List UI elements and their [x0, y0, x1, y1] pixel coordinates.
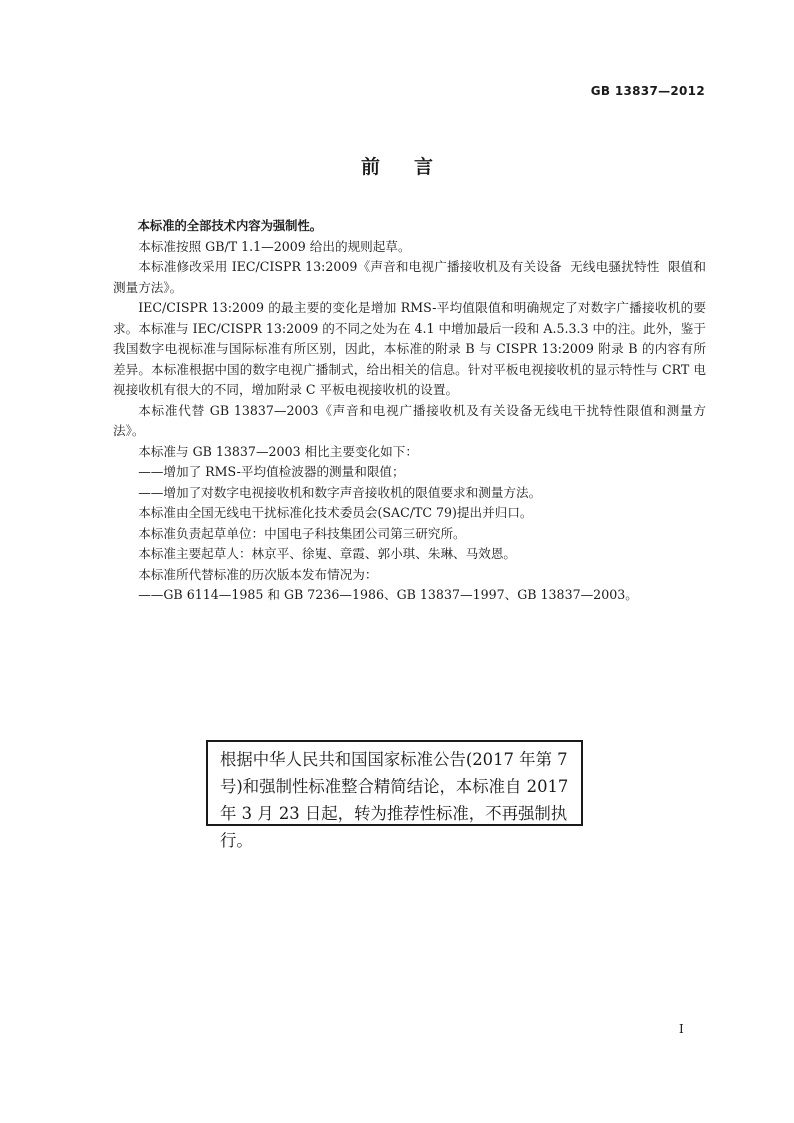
paragraph: 本标准与 GB 13837—2003 相比主要变化如下：: [138, 443, 418, 459]
page-number: I: [679, 1022, 684, 1036]
notice-box: 根据中华人民共和国国家标准公告(2017 年第 7 号)和强制性标准整合精简结论，本标准自 2017 年 3 月 23 日起，转为推荐性标准，不再强制执行。: [206, 740, 583, 826]
list-item: ——增加了 RMS-平均值检波器的测量和限值；: [138, 464, 405, 479]
paragraph: 本标准按照 GB/T 1.1—2009 给出的规则起草。: [138, 238, 411, 254]
foreword-body: [113, 216, 706, 606]
paragraph: 本标准由全国无线电干扰标准化技术委员会(SAC/TC 79)提出并归口。: [138, 505, 533, 520]
paragraph: 本标准所代替标准的历次版本发布情况为：: [138, 566, 378, 582]
paragraph: 本标准修改采用 IEC/CISPR 13:2009《声音和电视广播接收机及有关设备 无线电骚扰特性 限值和测量方法》。: [113, 259, 706, 295]
paragraph-mandatory-statement: 本标准的全部技术内容为强制性。: [137, 219, 323, 233]
paragraph: 本标准代替 GB 13837—2003《声音和电视广播接收机及有关设备无线电干扰特性限值和测量方法》。: [113, 402, 706, 438]
page-title: 前言: [360, 156, 467, 178]
list-item: ——增加了对数字电视接收机和数字声音接收机的限值要求和测量方法。: [138, 484, 542, 500]
paragraph: 本标准主要起草人：林京平、徐嵬、章霞、郭小琪、朱琳、马效恩。: [138, 546, 516, 561]
paragraph: 本标准负责起草单位：中国电子科技集团公司第三研究所。: [138, 525, 466, 541]
standard-number: GB 13837—2012: [590, 84, 705, 98]
list-item: ——GB 6114—1985 和 GB 7236—1986、GB 13837—1997、GB 13837—2003。: [138, 587, 638, 602]
paragraph: IEC/CISPR 13:2009 的最主要的变化是增加 RMS-平均值限值和明确规定了对数字广播接收机的要求。本标准与 IEC/CISPR 13:2009 的不同之处为在 4.1 中增加最后一段和 A.5.3.3 中的注。此外，鉴于我国数字电视标准与国际标准有所区别，因此，本标准的附录 B 与 CISPR 13:2009 附录 B 的内容有所差异。本标准根据中国的数字电视广播制式，给出相关的信息。针对平板电视接收机的显示特性与 CRT 电视接收机有很大的不同，增加附录 C 平板电视接收机的设置。: [113, 300, 706, 397]
